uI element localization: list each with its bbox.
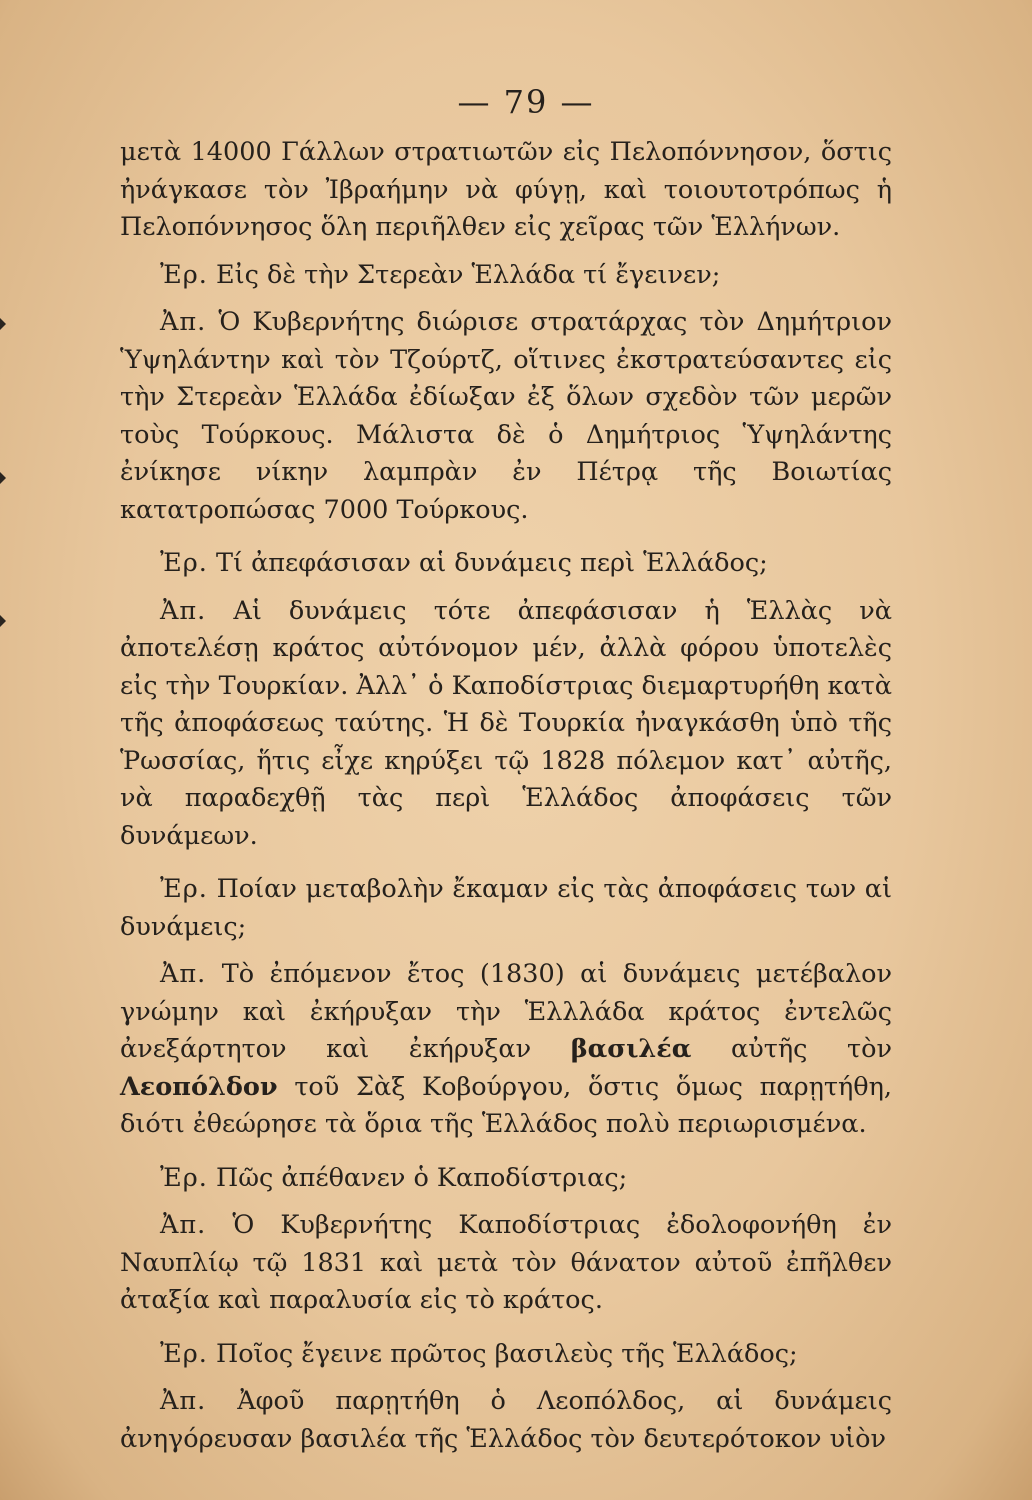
page-edge-mark — [0, 318, 6, 330]
answer-paragraph — [120, 1207, 892, 1320]
paragraph-text: μετὰ 14000 Γάλλων στρατιωτῶν εἰς Πελοπόννησον, ὅστις ἠνάγκασε τὸν Ἰβραήμην νὰ φύγῃ, καὶ τοιουτοτρόπως ἡ Πελοπόννησος ὅλη περιῆλθεν εἰς χεῖρας τῶν Ἑλλήνων. — [120, 137, 892, 242]
answer-paragraph — [120, 956, 892, 1144]
answer-text: αὐτῆς τὸν — [731, 1034, 893, 1064]
question-label: Ἐρ. — [160, 548, 208, 578]
question-label: Ἐρ. — [160, 1162, 208, 1193]
answer-text: Ὁ Κυβερνήτης διώρισε στρατάρχας τὸν Δημήτριον Ὑψηλάντην καὶ τὸν Τζούρτζ, οἵτινες ἐκστρατεύσαντες εἰς τὴν Στερεὰν Ἑλλάδα ἐδίωξαν ἐξ ὅλων σχεδὸν τῶν μερῶν τοὺς Τούρκους. Μάλιστα δὲ ὁ Δημήτριος Ὑψηλάντης ἐνίκησε νίκην λαμπρὰν ἐν Πέτρᾳ τῆς Βοιωτίας κατατροπώσας 7000 Τούρκους. — [120, 307, 892, 525]
page-edge-mark — [0, 615, 6, 627]
answer-paragraph — [120, 1383, 892, 1458]
answer-paragraph — [120, 304, 892, 529]
question-text: Τί ἀπεφάσισαν αἱ δυνάμεις περὶ Ἑλλάδος; — [215, 548, 768, 578]
answer-label: Ἀπ. — [160, 595, 207, 626]
paragraph-continuation — [120, 134, 892, 247]
answer-label: Ἀπ. — [160, 1386, 207, 1416]
answer-label: Ἀπ. — [160, 307, 207, 337]
question-answer-text — [120, 134, 892, 1458]
bold-name: Λεοπόλδον — [120, 1071, 278, 1102]
page-number: — 79 — — [457, 83, 595, 121]
answer-label: Ἀπ. — [160, 959, 207, 989]
question-label: Ἐρ. — [160, 1338, 208, 1369]
answer-text: Ἀφοῦ παρῃτήθη ὁ Λεοπόλδος, αἱ δυνάμεις ἀνηγόρευσαν βασιλέα τῆς Ἑλλάδος τὸν δευτερότοκον υἱὸν — [120, 1386, 893, 1454]
question-paragraph — [120, 1160, 892, 1198]
bold-word: βασιλέα — [570, 1034, 692, 1064]
question-paragraph — [120, 257, 892, 295]
question-text: Ποῖος ἔγεινε πρῶτος βασιλεὺς τῆς Ἑλλάδος; — [215, 1338, 798, 1369]
answer-text: Ὁ Κυβερνήτης Καποδίστριας ἐδολοφονήθη ἐν Ναυπλίῳ τῷ 1831 καὶ μετὰ τὸν θάνατον αὐτοῦ ἐπῆλθεν ἀταξία καὶ παραλυσία εἰς τὸ κράτος. — [120, 1210, 892, 1315]
question-label: Ἐρ. — [160, 259, 208, 290]
question-label: Ἐρ. — [160, 874, 208, 904]
question-paragraph — [120, 1336, 892, 1374]
page-edge-mark — [0, 472, 6, 484]
question-paragraph — [120, 545, 892, 583]
answer-text: Τὸ ἐπόμενον ἔτος (1830) αἱ δυνάμεις μετέβαλον γνώμην καὶ ἐκήρυξαν τὴν Ἑλλλάδα κράτος ἐντελῶς ἀνεξάρτητον καὶ ἐκήρυξαν — [120, 959, 892, 1064]
question-text: Ποίαν μεταβολὴν ἔκαμαν εἰς τὰς ἀποφάσεις των αἱ δυνάμεις; — [120, 874, 893, 942]
question-paragraph — [120, 871, 892, 946]
answer-text: Αἱ δυνάμεις τότε ἀπεφάσισαν ἡ Ἑλλὰς νὰ ἀποτελέσῃ κράτος αὐτόνομον μέν, ἀλλὰ φόρου ὑποτελὲς εἰς τὴν Τουρκίαν. Ἀλλ᾽ ὁ Καποδίστριας διεμαρτυρήθη κατὰ τῆς ἀποφάσεως ταύτης. Ἡ δὲ Τουρκία ἠναγκάσθη ὑπὸ τῆς Ῥωσσίας, ἥτις εἶχε κηρύξει τῷ 1828 πόλεμον κατ᾽ αὐτῆς, νὰ παραδεχθῇ τὰς περὶ Ἑλλάδος ἀποφάσεις τῶν δυνάμεων. — [120, 595, 892, 851]
answer-text: τοῦ Σὰξ Κοβούργου, ὅστις ὅμως παρῃτήθη, διότι ἐθεώρησε τὰ ὅρια τῆς Ἑλλάδος πολὺ περιωρισμένα. — [120, 1071, 892, 1139]
question-text: Εἰς δὲ τὴν Στερεὰν Ἑλλάδα τί ἔγεινεν; — [215, 259, 721, 290]
answer-paragraph — [120, 593, 892, 856]
answer-label: Ἀπ. — [160, 1210, 207, 1240]
question-text: Πῶς ἀπέθανεν ὁ Καποδίστριας; — [215, 1162, 628, 1193]
